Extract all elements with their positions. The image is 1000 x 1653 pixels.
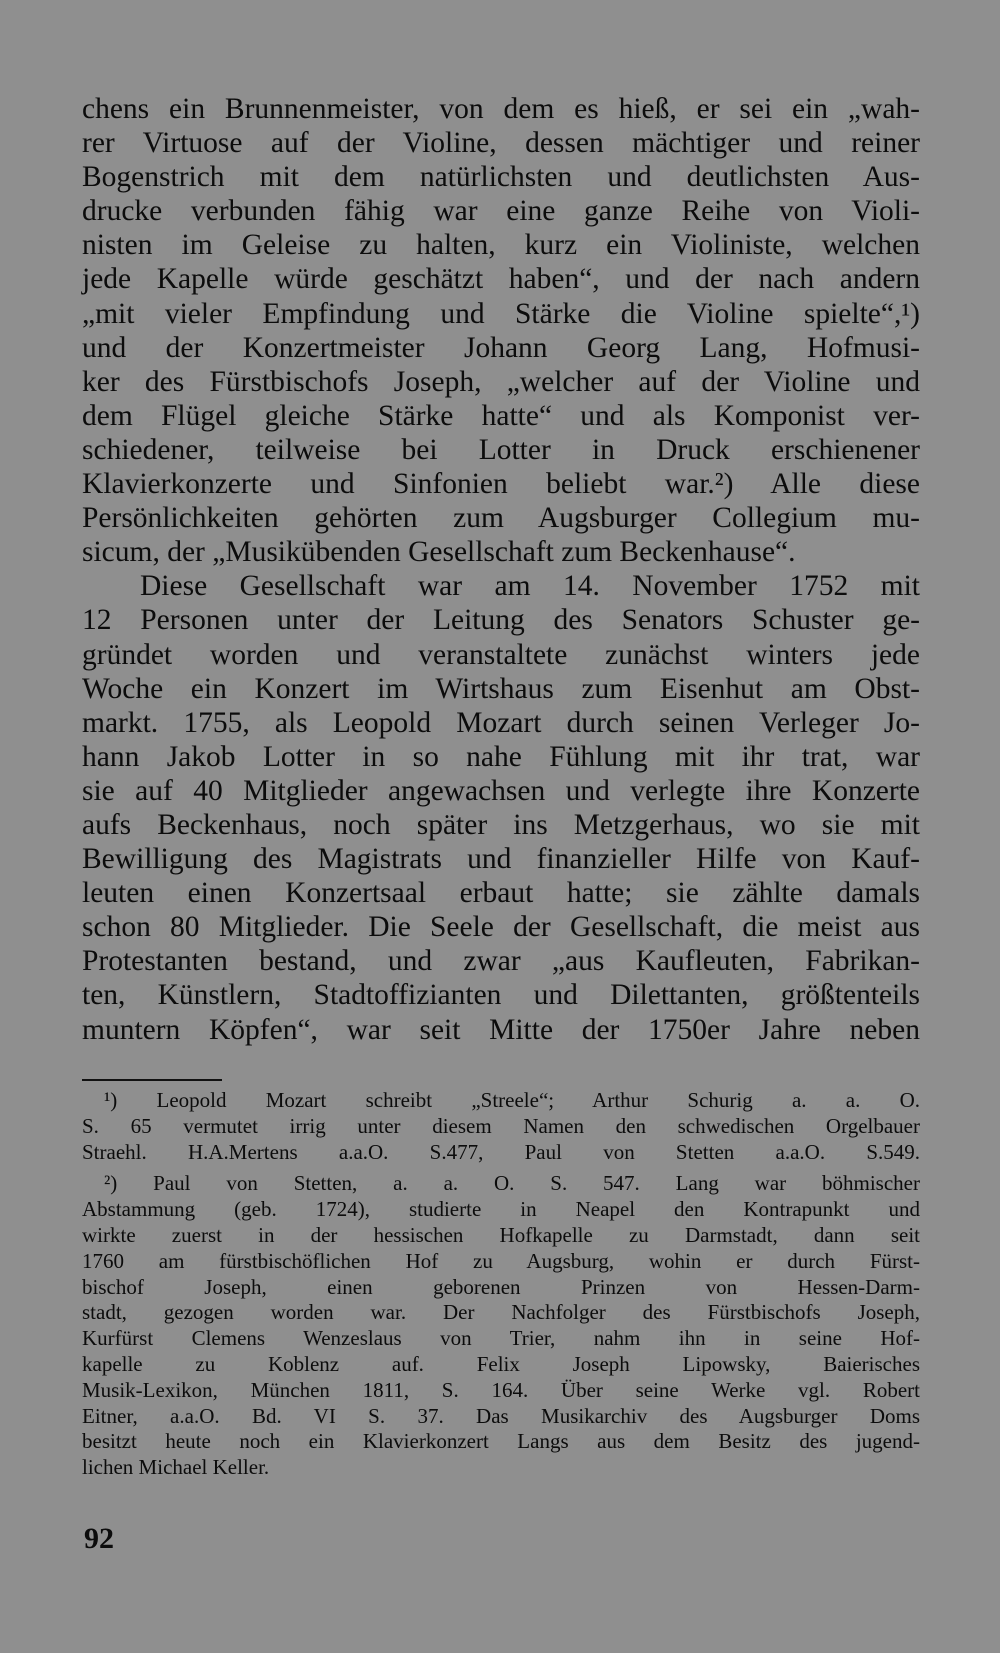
- body-line-paragraph-start: Diese Gesellschaft war am 14. November 1752 mit: [140, 570, 920, 603]
- body-line: Persönlichkeiten gehörten zum Augsburger Collegium mu-: [82, 502, 920, 535]
- footnote-line: ²) Paul von Stetten, a. a. O. S. 547. Lang war böhmischer: [104, 1171, 920, 1196]
- footnote-line: lichen Michael Keller.: [82, 1455, 270, 1480]
- body-line: nisten im Geleise zu halten, kurz ein Violiniste, welchen: [82, 229, 920, 262]
- body-line: dem Flügel gleiche Stärke hatte“ und als Komponist ver-: [82, 399, 920, 432]
- body-line: ker des Fürstbischofs Joseph, „welcher auf der Violine und: [82, 365, 920, 398]
- footnote-line: kapelle zu Koblenz auf. Felix Joseph Lipowsky, Baierisches: [82, 1351, 920, 1376]
- footnote-separator: [82, 1079, 222, 1081]
- body-line: Klavierkonzerte und Sinfonien beliebt war.²) Alle diese: [82, 468, 920, 501]
- page-number: 92: [84, 1522, 114, 1555]
- body-line: sicum, der „Musikübenden Gesellschaft zum Beckenhause“.: [82, 536, 796, 569]
- body-line: gründet worden und veranstaltete zunächst winters jede: [82, 638, 920, 671]
- footnote-line: Eitner, a.a.O. Bd. VI S. 37. Das Musikarchiv des Augsburger Doms: [82, 1403, 920, 1428]
- body-line: Protestanten bestand, und zwar „aus Kaufleuten, Fabrikan-: [82, 945, 920, 978]
- body-line: 12 Personen unter der Leitung des Senators Schuster ge-: [82, 604, 920, 637]
- body-line: Bewilligung des Magistrats und finanzieller Hilfe von Kauf-: [82, 843, 920, 876]
- body-line: chens ein Brunnenmeister, von dem es hieß, er sei ein „wah-: [82, 93, 920, 125]
- body-line: und der Konzertmeister Johann Georg Lang, Hofmusi-: [82, 331, 920, 364]
- body-line: „mit vieler Empfindung und Stärke die Violine spielte“,¹): [82, 297, 920, 330]
- footnote-line: wirkte zuerst in der hessischen Hofkapelle zu Darmstadt, dann seit: [82, 1222, 920, 1247]
- footnote-line: ¹) Leopold Mozart schreibt „Streele“; Arthur Schurig a. a. O.: [104, 1088, 920, 1112]
- body-text: [82, 92, 920, 1047]
- footnote-line: Kurfürst Clemens Wenzeslaus von Trier, nahm ihn in seine Hof-: [82, 1326, 920, 1351]
- footnote-line: 1760 am fürstbischöflichen Hof zu Augsburg, wohin er durch Fürst-: [82, 1248, 920, 1273]
- body-line: rer Virtuose auf der Violine, dessen mächtiger und reiner: [82, 127, 920, 160]
- body-line: markt. 1755, als Leopold Mozart durch seinen Verleger Jo-: [82, 706, 920, 739]
- body-line: hann Jakob Lotter in so nahe Fühlung mit ihr trat, war: [82, 740, 920, 773]
- footnote-line: besitzt heute noch ein Klavierkonzert Langs aus dem Besitz des jugend-: [82, 1429, 920, 1454]
- footnote-line: S. 65 vermutet irrig unter diesem Namen den schwedischen Orgelbauer: [82, 1113, 920, 1138]
- footnote-line: Abstammung (geb. 1724), studierte in Neapel den Kontrapunkt und: [82, 1197, 920, 1222]
- body-line: Bogenstrich mit dem natürlichsten und deutlichsten Aus-: [82, 161, 920, 194]
- footnote-line: bischof Joseph, einen geborenen Prinzen von Hessen-Darm-: [82, 1274, 920, 1299]
- footnote-line: Straehl. H.A.Mertens a.a.O. S.477, Paul von Stetten a.a.O. S.549.: [82, 1139, 920, 1164]
- footnote-1: [82, 1088, 920, 1165]
- body-line: drucke verbunden fähig war eine ganze Reihe von Violi-: [82, 195, 920, 228]
- body-line: jede Kapelle würde geschätzt haben“, und der nach andern: [82, 263, 920, 296]
- body-line: muntern Köpfen“, war seit Mitte der 1750er Jahre neben: [82, 1013, 920, 1046]
- body-line: schon 80 Mitglieder. Die Seele der Gesellschaft, die meist aus: [82, 911, 920, 944]
- body-line: leuten einen Konzertsaal erbaut hatte; sie zählte damals: [82, 877, 920, 910]
- body-line: sie auf 40 Mitglieder angewachsen und verlegte ihre Konzerte: [82, 774, 920, 807]
- body-line: schiedener, teilweise bei Lotter in Druck erschienener: [82, 433, 920, 466]
- body-line: ten, Künstlern, Stadtoffizianten und Dilettanten, größtenteils: [82, 979, 920, 1012]
- footnote-line: Musik-Lexikon, München 1811, S. 164. Über seine Werke vgl. Robert: [82, 1377, 920, 1402]
- footnotes: [82, 1088, 920, 1481]
- footnote-2: [82, 1171, 920, 1481]
- footnote-line: stadt, gezogen worden war. Der Nachfolger des Fürstbischofs Joseph,: [82, 1300, 920, 1325]
- body-line: Woche ein Konzert im Wirtshaus zum Eisenhut am Obst-: [82, 672, 920, 705]
- body-line: aufs Beckenhaus, noch später ins Metzgerhaus, wo sie mit: [82, 808, 920, 841]
